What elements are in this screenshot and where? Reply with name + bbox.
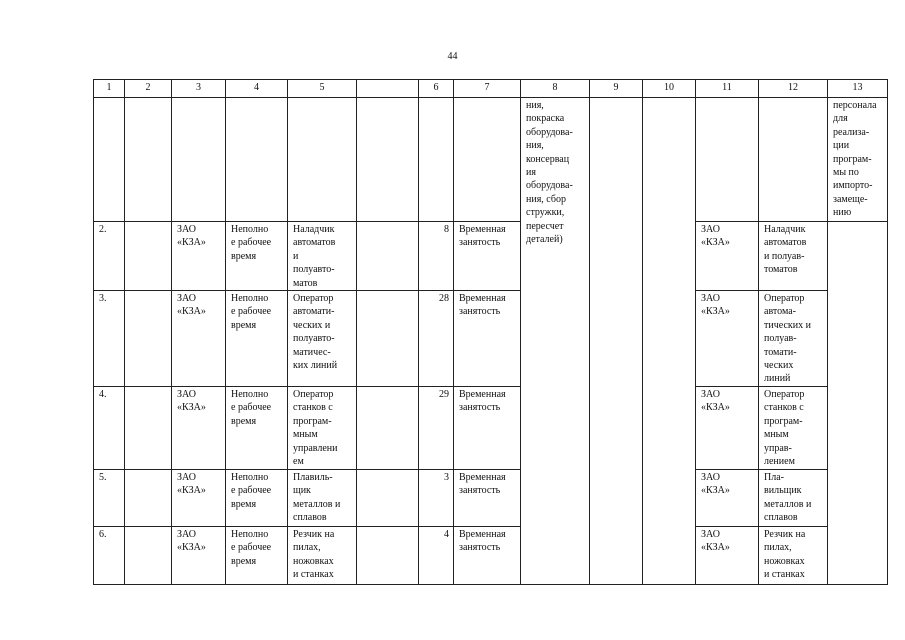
activities-text: ния, покраска оборудова- ния, консервац ия оборудова- ния, сбор стружки, пересчет деталей) [526, 100, 573, 246]
profession-cell: Оператор станков с програм- мным управлени ем [288, 386, 357, 469]
empty-cell [125, 386, 172, 469]
table-row [94, 526, 888, 584]
employment-form-cell: Временная занятость [454, 469, 521, 526]
table-row [94, 222, 888, 291]
header-cell: 13 [828, 80, 888, 98]
worker-count-cell: 28 [419, 291, 454, 387]
row-number: 4. [94, 386, 125, 469]
header-cell: 3 [172, 80, 226, 98]
header-cell: 7 [454, 80, 521, 98]
header-row [94, 80, 888, 98]
table-row [94, 469, 888, 526]
employment-type-cell: Неполно е рабочее время [226, 222, 288, 291]
table-cell [94, 98, 125, 222]
empty-cell [357, 291, 419, 387]
employment-type-cell: Неполно е рабочее время [226, 291, 288, 387]
header-cell: 12 [759, 80, 828, 98]
profession-cell: Оператор автомати- ческих и полуавто- матичес- ких линий [288, 291, 357, 387]
table-cell [643, 98, 696, 585]
profession-cell-2: Оператор автома- тических и полуав- томати- ческих линий [759, 291, 828, 387]
empty-cell [357, 222, 419, 291]
header-cell: 1 [94, 80, 125, 98]
header-cell: 8 [521, 80, 590, 98]
worker-count-cell: 8 [419, 222, 454, 291]
employment-form-cell: Временная занятость [454, 222, 521, 291]
profession-cell: Наладчик автоматов и полуавто- матов [288, 222, 357, 291]
empty-cell [125, 291, 172, 387]
header-cell: 9 [590, 80, 643, 98]
empty-cell [357, 526, 419, 584]
employment-type-cell: Неполно е рабочее время [226, 526, 288, 584]
header-cell: 5 [288, 80, 357, 98]
organization-cell: ЗАО «КЗА» [172, 222, 226, 291]
table-cell [759, 98, 828, 222]
empty-cell [125, 469, 172, 526]
table-cell [172, 98, 226, 222]
empty-cell [125, 526, 172, 584]
continuation-row [94, 98, 888, 222]
organization-cell: ЗАО «КЗА» [172, 469, 226, 526]
worker-count-cell: 29 [419, 386, 454, 469]
table-cell [419, 98, 454, 222]
empty-cell [357, 386, 419, 469]
profession-cell-2: Наладчик автоматов и полуав- томатов [759, 222, 828, 291]
empty-cell [125, 222, 172, 291]
worker-count-cell: 3 [419, 469, 454, 526]
header-cell: 10 [643, 80, 696, 98]
row-number: 5. [94, 469, 125, 526]
organization-cell: ЗАО «КЗА» [172, 386, 226, 469]
data-table [93, 79, 888, 585]
header-cell: 6 [419, 80, 454, 98]
worker-count-cell: 4 [419, 526, 454, 584]
organization-cell: ЗАО «КЗА» [172, 526, 226, 584]
table-cell [696, 98, 759, 222]
profession-cell-2: Резчик на пилах, ножовках и станках [759, 526, 828, 584]
table-cell [288, 98, 357, 222]
table-cell [454, 98, 521, 222]
empty-cell [828, 222, 888, 585]
row-number: 3. [94, 291, 125, 387]
organization-cell: ЗАО «КЗА» [172, 291, 226, 387]
table-cell [226, 98, 288, 222]
employment-type-cell: Неполно е рабочее время [226, 386, 288, 469]
header-cell: 4 [226, 80, 288, 98]
header-cell [357, 80, 419, 98]
organization-cell-2: ЗАО «КЗА» [696, 386, 759, 469]
table-cell [125, 98, 172, 222]
table-cell [357, 98, 419, 222]
table-row [94, 386, 888, 469]
employment-form-cell: Временная занятость [454, 386, 521, 469]
header-cell: 2 [125, 80, 172, 98]
activities-cell [521, 98, 590, 585]
row-number: 2. [94, 222, 125, 291]
purpose-cell [828, 98, 888, 222]
organization-cell-2: ЗАО «КЗА» [696, 469, 759, 526]
header-cell: 11 [696, 80, 759, 98]
employment-form-cell: Временная занятость [454, 526, 521, 584]
organization-cell-2: ЗАО «КЗА» [696, 526, 759, 584]
page-number: 44 [447, 51, 458, 62]
table-row [94, 291, 888, 387]
profession-cell-2: Оператор станков с програм- мным управ- лением [759, 386, 828, 469]
row-number: 6. [94, 526, 125, 584]
purpose-text: персонала для реализа- ции програм- мы по импорто- замеще- нию [833, 100, 877, 219]
empty-cell [357, 469, 419, 526]
employment-form-cell: Временная занятость [454, 291, 521, 387]
organization-cell-2: ЗАО «КЗА» [696, 222, 759, 291]
profession-cell: Резчик на пилах, ножовках и станках [288, 526, 357, 584]
profession-cell-2: Пла- вильщик металлов и сплавов [759, 469, 828, 526]
profession-cell: Плавиль- щик металлов и сплавов [288, 469, 357, 526]
table-cell [590, 98, 643, 585]
organization-cell-2: ЗАО «КЗА» [696, 291, 759, 387]
employment-type-cell: Неполно е рабочее время [226, 469, 288, 526]
